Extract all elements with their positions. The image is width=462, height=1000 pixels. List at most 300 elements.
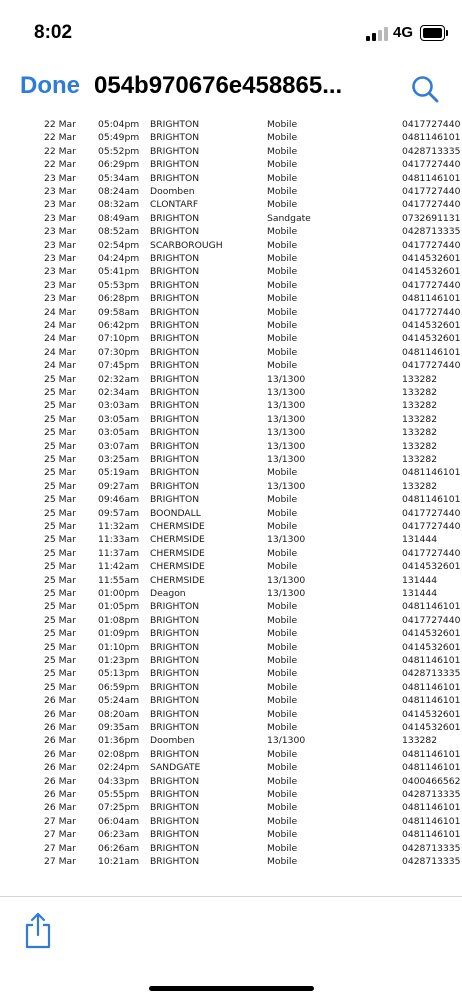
table-row — [0, 801, 462, 814]
table-row — [0, 614, 462, 627]
record-location: BRIGHTON — [150, 494, 200, 506]
record-time: 06:23am — [98, 829, 140, 841]
record-date: 23 Mar — [44, 199, 76, 211]
table-row — [0, 319, 462, 332]
record-type: Mobile — [267, 320, 298, 331]
record-date: 25 Mar — [44, 628, 76, 640]
record-type: Mobile — [267, 226, 298, 238]
record-date: 26 Mar — [44, 802, 76, 814]
record-number: 133282 — [402, 480, 438, 492]
record-time: 03:05am — [98, 413, 140, 425]
record-date: 27 Mar — [44, 842, 76, 854]
table-row — [0, 587, 462, 600]
record-type: Mobile — [267, 186, 298, 197]
record-time: 05:55pm — [98, 789, 140, 800]
record-type: Mobile — [267, 856, 298, 867]
record-time: 06:29pm — [98, 159, 140, 171]
record-date: 25 Mar — [44, 668, 76, 680]
record-location: BRIGHTON — [150, 628, 200, 640]
table-row — [0, 828, 462, 841]
record-date: 25 Mar — [44, 400, 76, 412]
table-row — [0, 332, 462, 345]
record-date: 24 Mar — [44, 333, 76, 345]
done-button[interactable]: Done — [20, 72, 80, 99]
record-number: 0417727440 — [402, 614, 461, 626]
record-number: 0414532601 — [402, 266, 461, 278]
record-type: Mobile — [267, 775, 298, 787]
record-date: 22 Mar — [44, 132, 76, 144]
record-location: CHERMSIDE — [150, 547, 205, 559]
record-number: 0481146101 — [402, 748, 461, 760]
table-row — [0, 654, 462, 667]
nav-bar — [0, 62, 462, 116]
table-row — [0, 533, 462, 546]
record-date: 22 Mar — [44, 145, 76, 157]
record-number: 0481146101 — [402, 467, 461, 479]
network-type: 4G — [393, 24, 414, 41]
record-location: BRIGHTON — [150, 253, 200, 264]
record-date: 24 Mar — [44, 346, 76, 358]
record-location: CHERMSIDE — [150, 574, 205, 586]
table-row — [0, 681, 462, 694]
record-date: 26 Mar — [44, 695, 76, 707]
record-type: 13/1300 — [267, 413, 306, 425]
record-number: 0400466562 — [402, 775, 461, 787]
table-row — [0, 359, 462, 372]
record-type: 13/1300 — [267, 373, 306, 385]
record-number: 133282 — [402, 400, 438, 412]
record-date: 25 Mar — [44, 413, 76, 425]
record-location: BRIGHTON — [150, 655, 200, 666]
record-date: 23 Mar — [44, 279, 76, 291]
record-location: CHERMSIDE — [150, 534, 205, 546]
record-location: BRIGHTON — [150, 373, 200, 385]
table-row — [0, 265, 462, 278]
record-number: 0481146101 — [402, 681, 461, 693]
record-time: 07:25pm — [98, 802, 140, 814]
table-row — [0, 520, 462, 533]
share-icon — [22, 911, 54, 949]
record-location: CHERMSIDE — [150, 521, 205, 532]
record-time: 09:35am — [98, 722, 140, 733]
record-date: 24 Mar — [44, 360, 76, 372]
record-location: BRIGHTON — [150, 145, 200, 157]
record-time: 08:32am — [98, 199, 140, 211]
record-date: 26 Mar — [44, 735, 76, 747]
table-row — [0, 239, 462, 252]
record-time: 06:28pm — [98, 293, 140, 305]
search-button[interactable] — [410, 74, 440, 104]
record-time: 02:24pm — [98, 762, 140, 774]
record-type: 13/1300 — [267, 440, 306, 452]
record-time: 09:46am — [98, 494, 140, 506]
record-date: 25 Mar — [44, 507, 76, 519]
record-number: 0428713335 — [402, 668, 461, 680]
record-location: BRIGHTON — [150, 387, 200, 398]
status-time: 8:02 — [34, 22, 73, 43]
record-time: 05:41pm — [98, 266, 140, 278]
record-date: 25 Mar — [44, 440, 76, 452]
table-row — [0, 842, 462, 855]
record-type: Mobile — [267, 119, 298, 130]
record-type: Mobile — [267, 253, 298, 264]
record-time: 02:08pm — [98, 748, 140, 760]
table-row — [0, 346, 462, 359]
record-location: BRIGHTON — [150, 668, 200, 680]
record-date: 25 Mar — [44, 534, 76, 546]
record-time: 05:19am — [98, 467, 140, 479]
share-button[interactable] — [22, 911, 54, 949]
record-time: 03:03am — [98, 400, 140, 412]
record-location: BRIGHTON — [150, 159, 200, 171]
record-date: 25 Mar — [44, 521, 76, 532]
record-time: 07:30pm — [98, 346, 140, 358]
record-location: Doomben — [150, 186, 195, 197]
record-date: 25 Mar — [44, 454, 76, 465]
record-type: Mobile — [267, 507, 298, 519]
record-date: 25 Mar — [44, 480, 76, 492]
record-number: 0417727440 — [402, 199, 461, 211]
record-date: 25 Mar — [44, 614, 76, 626]
record-type: Mobile — [267, 494, 298, 506]
table-row — [0, 574, 462, 587]
record-type: Mobile — [267, 346, 298, 358]
record-number: 0428713335 — [402, 856, 461, 867]
record-type: Mobile — [267, 815, 298, 827]
record-time: 11:55am — [98, 574, 140, 586]
table-row — [0, 373, 462, 386]
record-location: BRIGHTON — [150, 614, 200, 626]
record-date: 25 Mar — [44, 427, 76, 439]
table-row — [0, 279, 462, 292]
record-number: 133282 — [402, 373, 438, 385]
record-location: BRIGHTON — [150, 440, 200, 452]
record-number: 0417727440 — [402, 186, 461, 197]
record-date: 26 Mar — [44, 775, 76, 787]
record-time: 09:58am — [98, 306, 140, 318]
record-time: 05:04pm — [98, 119, 140, 130]
record-date: 26 Mar — [44, 762, 76, 774]
record-location: BRIGHTON — [150, 333, 200, 345]
table-row — [0, 118, 462, 131]
record-date: 25 Mar — [44, 655, 76, 666]
record-location: BRIGHTON — [150, 306, 200, 318]
record-type: 13/1300 — [267, 387, 306, 398]
record-type: 13/1300 — [267, 454, 306, 465]
record-time: 05:34am — [98, 172, 140, 184]
record-number: 133282 — [402, 454, 438, 465]
record-number: 0481146101 — [402, 762, 461, 774]
record-type: Mobile — [267, 547, 298, 559]
record-number: 133282 — [402, 735, 438, 747]
record-date: 26 Mar — [44, 789, 76, 800]
table-row — [0, 225, 462, 238]
record-time: 01:10pm — [98, 641, 140, 653]
record-date: 25 Mar — [44, 494, 76, 506]
record-type: Sandgate — [267, 212, 311, 224]
record-number: 131444 — [402, 534, 438, 546]
record-time: 01:00pm — [98, 588, 140, 599]
table-row — [0, 641, 462, 654]
record-date: 24 Mar — [44, 306, 76, 318]
table-row — [0, 292, 462, 305]
record-number: 0417727440 — [402, 239, 461, 251]
record-date: 23 Mar — [44, 226, 76, 238]
record-number: 0481146101 — [402, 132, 461, 144]
record-date: 23 Mar — [44, 212, 76, 224]
record-time: 08:49am — [98, 212, 140, 224]
table-row — [0, 815, 462, 828]
record-type: Mobile — [267, 829, 298, 841]
record-number: 131444 — [402, 574, 438, 586]
record-number: 0414532601 — [402, 641, 461, 653]
table-row — [0, 748, 462, 761]
record-location: BRIGHTON — [150, 748, 200, 760]
record-date: 25 Mar — [44, 574, 76, 586]
record-location: BOONDALL — [150, 507, 201, 519]
record-date: 23 Mar — [44, 186, 76, 197]
table-row — [0, 734, 462, 747]
record-location: BRIGHTON — [150, 172, 200, 184]
record-number: 0481146101 — [402, 829, 461, 841]
record-date: 23 Mar — [44, 293, 76, 305]
record-time: 05:52pm — [98, 145, 140, 157]
record-date: 25 Mar — [44, 547, 76, 559]
record-type: Mobile — [267, 199, 298, 211]
record-location: BRIGHTON — [150, 400, 200, 412]
record-type: Mobile — [267, 641, 298, 653]
table-row — [0, 855, 462, 868]
record-date: 26 Mar — [44, 722, 76, 733]
record-location: BRIGHTON — [150, 266, 200, 278]
record-time: 01:09pm — [98, 628, 140, 640]
record-date: 26 Mar — [44, 748, 76, 760]
record-location: BRIGHTON — [150, 815, 200, 827]
record-number: 0481146101 — [402, 601, 461, 613]
record-time: 09:27am — [98, 480, 140, 492]
record-number: 0417727440 — [402, 507, 461, 519]
search-icon — [410, 74, 440, 104]
record-number: 133282 — [402, 413, 438, 425]
record-number: 0428713335 — [402, 842, 461, 854]
record-type: Mobile — [267, 145, 298, 157]
table-row — [0, 547, 462, 560]
record-time: 05:24am — [98, 695, 140, 707]
record-date: 25 Mar — [44, 561, 76, 573]
table-row — [0, 788, 462, 801]
record-time: 04:24pm — [98, 253, 140, 264]
record-type: Mobile — [267, 293, 298, 305]
record-location: BRIGHTON — [150, 454, 200, 465]
table-row — [0, 480, 462, 493]
table-row — [0, 426, 462, 439]
record-number: 0428713335 — [402, 789, 461, 800]
record-type: 13/1300 — [267, 427, 306, 439]
record-location: BRIGHTON — [150, 320, 200, 331]
record-date: 27 Mar — [44, 856, 76, 867]
record-time: 02:34am — [98, 387, 140, 398]
table-row — [0, 172, 462, 185]
record-location: SCARBOROUGH — [150, 239, 223, 251]
record-number: 0414532601 — [402, 253, 461, 264]
record-time: 01:05pm — [98, 601, 140, 613]
record-number: 0481146101 — [402, 494, 461, 506]
record-date: 25 Mar — [44, 387, 76, 398]
record-location: BRIGHTON — [150, 722, 200, 733]
record-type: 13/1300 — [267, 574, 306, 586]
record-number: 0414532601 — [402, 320, 461, 331]
record-location: BRIGHTON — [150, 467, 200, 479]
record-time: 01:08pm — [98, 614, 140, 626]
record-time: 11:42am — [98, 561, 140, 573]
table-row — [0, 466, 462, 479]
record-number: 0414532601 — [402, 561, 461, 573]
record-location: BRIGHTON — [150, 119, 200, 130]
record-location: BRIGHTON — [150, 708, 200, 720]
table-row — [0, 775, 462, 788]
record-type: Mobile — [267, 655, 298, 666]
record-date: 25 Mar — [44, 601, 76, 613]
record-date: 23 Mar — [44, 266, 76, 278]
table-row — [0, 560, 462, 573]
record-number: 0428713335 — [402, 145, 461, 157]
record-number: 0417727440 — [402, 306, 461, 318]
record-type: Mobile — [267, 668, 298, 680]
bottom-toolbar — [0, 896, 462, 1000]
record-location: BRIGHTON — [150, 293, 200, 305]
table-row — [0, 386, 462, 399]
table-row — [0, 694, 462, 707]
record-time: 11:37am — [98, 547, 140, 559]
table-row — [0, 761, 462, 774]
record-number: 0414532601 — [402, 722, 461, 733]
record-number: 0414532601 — [402, 628, 461, 640]
record-time: 01:23pm — [98, 655, 140, 666]
record-number: 0417727440 — [402, 521, 461, 532]
record-location: Deagon — [150, 588, 186, 599]
record-number: 0481146101 — [402, 293, 461, 305]
record-location: BRIGHTON — [150, 856, 200, 867]
record-location: BRIGHTON — [150, 480, 200, 492]
record-type: Mobile — [267, 561, 298, 573]
table-row — [0, 667, 462, 680]
record-location: BRIGHTON — [150, 601, 200, 613]
record-date: 23 Mar — [44, 253, 76, 264]
record-time: 11:32am — [98, 521, 140, 532]
record-time: 06:04am — [98, 815, 140, 827]
record-type: 13/1300 — [267, 735, 306, 747]
record-number: 0417727440 — [402, 159, 461, 171]
record-location: BRIGHTON — [150, 829, 200, 841]
record-location: BRIGHTON — [150, 775, 200, 787]
record-number: 0481146101 — [402, 815, 461, 827]
record-date: 25 Mar — [44, 641, 76, 653]
table-row — [0, 507, 462, 520]
table-row — [0, 708, 462, 721]
table-row — [0, 306, 462, 319]
table-row — [0, 453, 462, 466]
record-location: BRIGHTON — [150, 842, 200, 854]
record-location: CLONTARF — [150, 199, 199, 211]
record-time: 11:33am — [98, 534, 140, 546]
table-row — [0, 493, 462, 506]
table-row — [0, 413, 462, 426]
record-location: BRIGHTON — [150, 346, 200, 358]
record-time: 08:24am — [98, 186, 140, 197]
record-type: Mobile — [267, 132, 298, 144]
record-date: 25 Mar — [44, 373, 76, 385]
record-location: BRIGHTON — [150, 802, 200, 814]
record-location: BRIGHTON — [150, 226, 200, 238]
table-row — [0, 198, 462, 211]
record-time: 05:13pm — [98, 668, 140, 680]
table-row — [0, 185, 462, 198]
record-number: 0732691131 — [402, 212, 461, 224]
record-type: Mobile — [267, 521, 298, 532]
record-date: 24 Mar — [44, 320, 76, 331]
record-number: 133282 — [402, 440, 438, 452]
record-location: BRIGHTON — [150, 212, 200, 224]
record-type: 13/1300 — [267, 588, 306, 599]
record-type: Mobile — [267, 266, 298, 278]
record-type: Mobile — [267, 695, 298, 707]
record-time: 09:57am — [98, 507, 140, 519]
table-row — [0, 131, 462, 144]
record-date: 22 Mar — [44, 119, 76, 130]
record-location: BRIGHTON — [150, 695, 200, 707]
record-time: 05:49pm — [98, 132, 140, 144]
table-row — [0, 440, 462, 453]
record-time: 08:20am — [98, 708, 140, 720]
document-view[interactable] — [0, 116, 462, 896]
record-type: Mobile — [267, 628, 298, 640]
table-row — [0, 721, 462, 734]
record-date: 25 Mar — [44, 467, 76, 479]
record-time: 10:21am — [98, 856, 140, 867]
record-type: Mobile — [267, 279, 298, 291]
record-location: BRIGHTON — [150, 641, 200, 653]
record-time: 06:42pm — [98, 320, 140, 331]
record-date: 25 Mar — [44, 681, 76, 693]
record-time: 03:07am — [98, 440, 140, 452]
record-time: 06:26am — [98, 842, 140, 854]
record-location: BRIGHTON — [150, 789, 200, 800]
record-time: 03:25am — [98, 454, 140, 465]
record-location: BRIGHTON — [150, 681, 200, 693]
document-title: 054b970676e458865... — [94, 72, 343, 99]
record-type: Mobile — [267, 601, 298, 613]
record-date: 25 Mar — [44, 588, 76, 599]
record-date: 27 Mar — [44, 829, 76, 841]
record-location: SANDGATE — [150, 762, 201, 774]
record-number: 0428713335 — [402, 226, 461, 238]
record-location: BRIGHTON — [150, 427, 200, 439]
table-row — [0, 145, 462, 158]
record-type: Mobile — [267, 762, 298, 774]
table-row — [0, 399, 462, 412]
record-type: 13/1300 — [267, 534, 306, 546]
record-type: Mobile — [267, 708, 298, 720]
record-location: BRIGHTON — [150, 132, 200, 144]
record-number: 0417727440 — [402, 547, 461, 559]
record-number: 0417727440 — [402, 360, 461, 372]
record-location: BRIGHTON — [150, 360, 200, 372]
record-time: 02:54pm — [98, 239, 140, 251]
record-number: 0414532601 — [402, 333, 461, 345]
record-number: 0417727440 — [402, 119, 461, 130]
home-indicator — [149, 986, 314, 991]
record-location: Doomben — [150, 735, 195, 747]
